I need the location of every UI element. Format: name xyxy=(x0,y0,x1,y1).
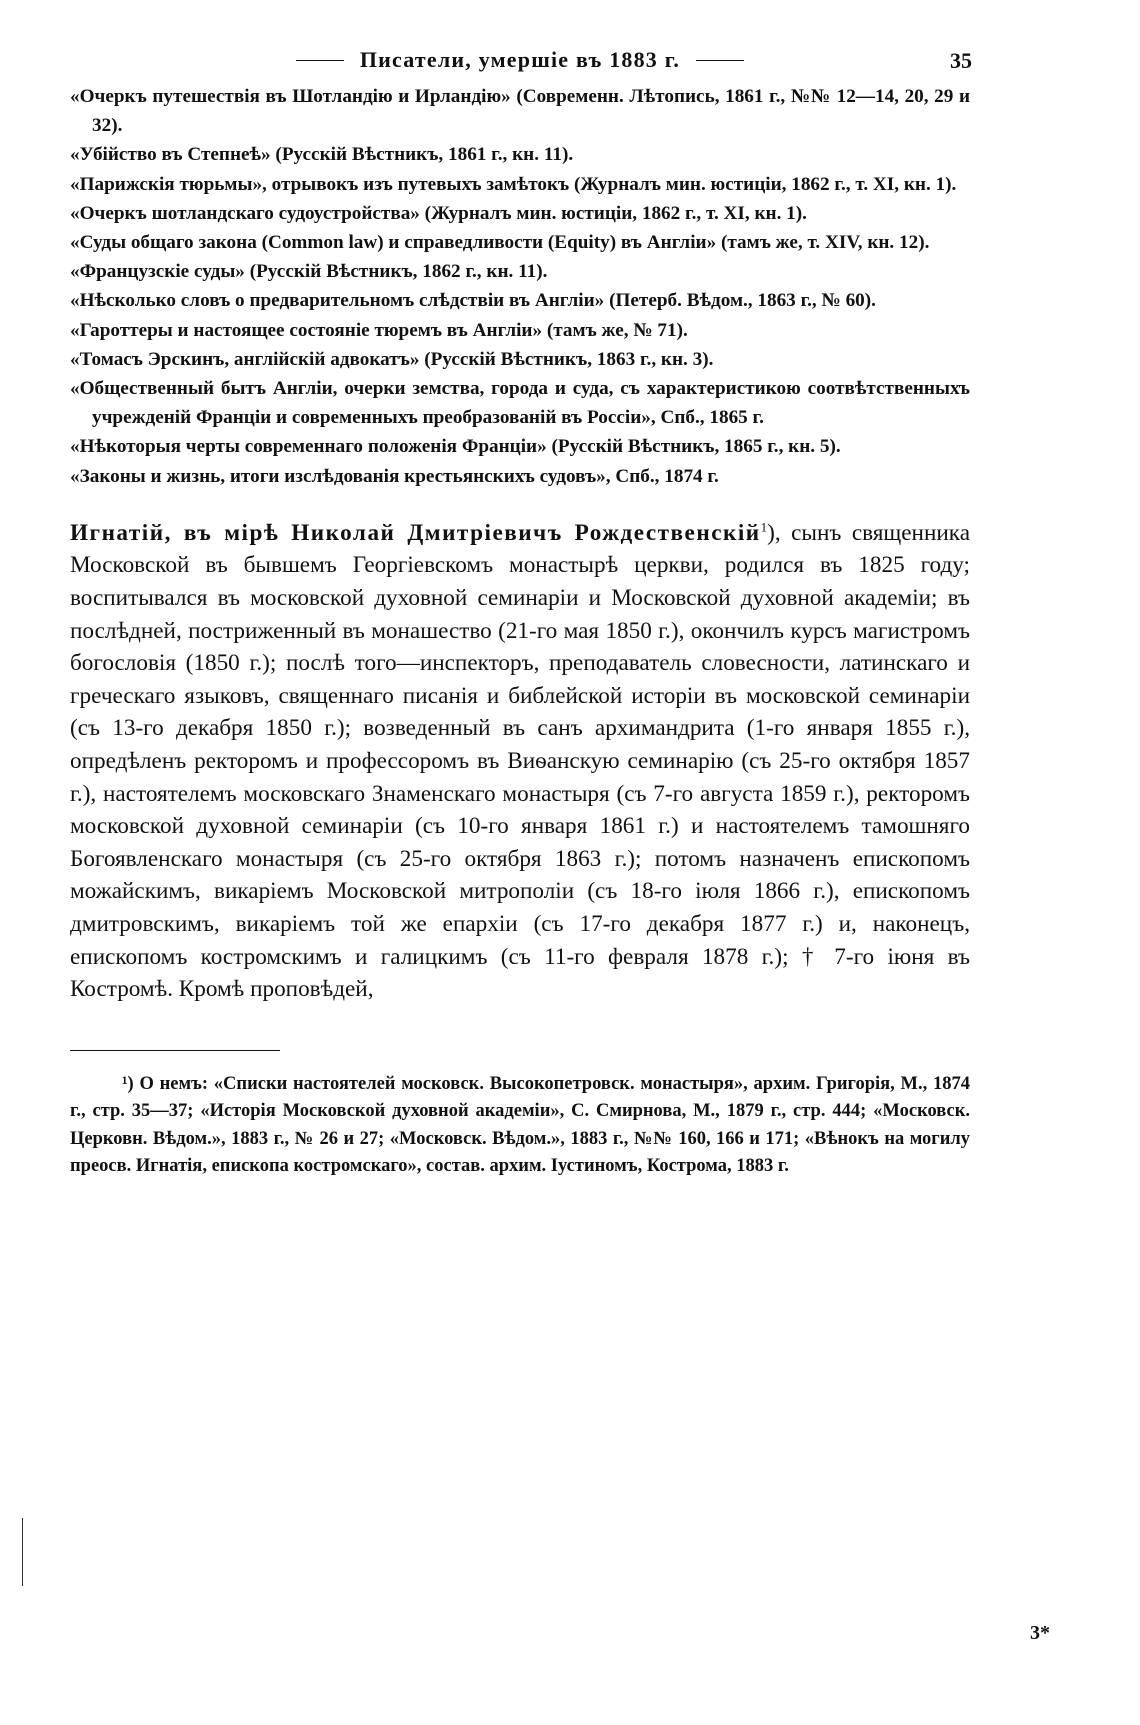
signature-mark: 3* xyxy=(1030,1622,1050,1644)
footnote xyxy=(70,1071,970,1181)
biography-name: Игнатій, въ мірѣ Николай Дмитріевичъ Рождественскій xyxy=(70,519,761,546)
bibliography-entry: «Суды общаго закона (Common law) и справедливости (Equity) въ Англіи» (тамъ же, т. XIV, кн. 12). xyxy=(70,232,930,254)
footnote-divider xyxy=(70,1050,280,1051)
footnote-reference[interactable]: 1 xyxy=(760,519,768,535)
page-number: 35 xyxy=(950,48,972,73)
bibliography-entry: «Нѣсколько словъ о предварительномъ слѣдствіи въ Англіи» (Петерб. Вѣдом., 1863 г., № 60). xyxy=(70,290,876,312)
bibliography-list xyxy=(70,82,970,491)
biography-paragraph xyxy=(70,517,970,1006)
running-title: Писатели, умершіе въ 1883 г. xyxy=(359,47,681,72)
bibliography-entry: «Общественный бытъ Англіи, очерки земства, города и суда, съ характеристикою соотвѣтственныхъ учрежденій Франціи и современныхъ преобразованій въ Россіи», Спб., 1865 г. xyxy=(70,378,970,429)
biography-text: ), сынъ священника Московской въ бывшемъ Георгіевскомъ монастырѣ церкви, родился въ 1825 году; воспитывался въ московской духовной семинаріи и Московской духовной академіи; въ послѣдней, постриженный въ монашество (21-го мая 1850 г.), окончилъ курсъ магистромъ богословія (1850 г.); послѣ того—инспекторъ, преподаватель словесности, латинскаго и греческаго языковъ, священнаго писанія и библейской исторіи въ московской семинаріи (съ 13-го декабря 1850 г.); возведенный въ санъ архимандрита (1-го января 1855 г.), опредѣленъ ректоромъ и профессоромъ въ Виѳанскую семинарію (съ 25-го октября 1857 г.), настоятелемъ московскаго Знаменскаго монастыря (съ 7-го августа 1859 г.), ректоромъ московской духовной семинаріи (съ 10-го января 1861 г.) и настоятелемъ тамошняго Богоявленскаго монастыря (съ 25-го октября 1863 г.); потомъ назначенъ епископомъ можайскимъ, викаріемъ Московской митрополіи (съ 18-го іюля 1866 г.), епископомъ дмитровскимъ, викаріемъ той же епархіи (съ 17-го декабря 1877 г.) и, наконецъ, епископомъ костромскимъ и галицкимъ (съ 11-го февраля 1878 г.); † 7-го іюня въ Костромѣ. Кромѣ проповѣдей, xyxy=(70,519,970,1003)
margin-mark xyxy=(22,1518,23,1586)
bibliography-entry: «Очеркъ шотландскаго судоустройства» (Журналъ мин. юстиціи, 1862 г., т. XI, кн. 1). xyxy=(70,202,807,224)
bibliography-entry: «Законы и жизнь, итоги изслѣдованія крестьянскихъ судовъ», Спб., 1874 г. xyxy=(70,465,719,487)
bibliography-entry: «Нѣкоторыя черты современнаго положенія Франціи» (Русскій Вѣстникъ, 1865 г., кн. 5). xyxy=(70,436,841,458)
bibliography-entry: «Убійство въ Степнеѣ» (Русскій Вѣстникъ, 1861 г., кн. 11). xyxy=(70,144,574,166)
footnote-marker: ¹) xyxy=(122,1073,134,1094)
running-header xyxy=(70,40,970,80)
footnote-text: О немъ: «Списки настоятелей московск. Высокопетровск. монастыря», архим. Григорія, М., 1874 г., стр. 35—37; «Исторія Московской духовной академіи», С. Смирнова, М., 1879 г., стр. 444; «Московск. Церковн. Вѣдом.», 1883 г., № 26 и 27; «Московск. Вѣдом.», 1883 г., №№ 160, 166 и 171; «Вѣнокъ на могилу преосв. Игнатія, епископа костромскаго», состав. архим. Іустиномъ, Кострома, 1883 г. xyxy=(70,1073,970,1177)
bibliography-entry: «Очеркъ путешествія въ Шотландію и Ирландію» (Современн. Лѣтопись, 1861 г., №№ 12—14, 20, 29 и 32). xyxy=(70,86,970,137)
bibliography-entry: «Французскіе суды» (Русскій Вѣстникъ, 1862 г., кн. 11). xyxy=(70,261,548,283)
page xyxy=(70,40,970,1181)
bibliography-entry: «Парижскія тюрьмы», отрывокъ изъ путевыхъ замѣтокъ (Журналъ мин. юстиціи, 1862 г., т. XI, кн. 1). xyxy=(70,173,957,195)
bibliography-entry: «Томасъ Эрскинъ, англійскій адвокатъ» (Русскій Вѣстникъ, 1863 г., кн. 3). xyxy=(70,348,714,370)
header-rule-right xyxy=(696,60,744,61)
bibliography-entry: «Гароттеры и настоящее состояніе тюремъ въ Англіи» (тамъ же, № 71). xyxy=(70,319,688,341)
header-rule-left xyxy=(296,60,344,61)
